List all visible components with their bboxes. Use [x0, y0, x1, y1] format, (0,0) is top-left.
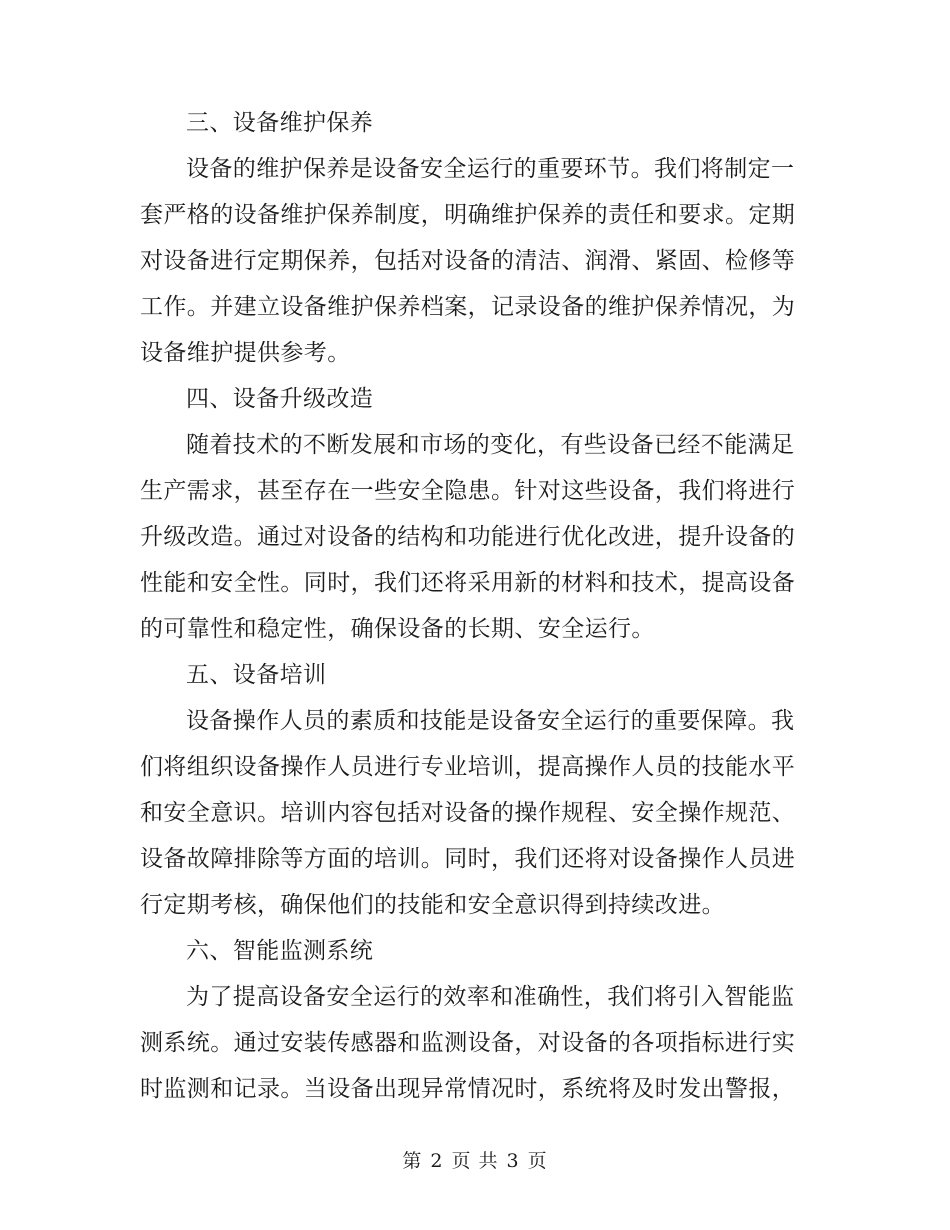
document-body — [140, 100, 810, 1112]
paragraph-line: 和安全意识。培训内容包括对设备的操作规程、安全操作规范、 — [140, 800, 796, 826]
section-heading-5: 五、设备培训 — [186, 662, 327, 688]
footer-suffix: 页 — [527, 1150, 548, 1172]
paragraph-line: 为了提高设备安全运行的效率和准确性，我们将引入智能监 — [186, 984, 795, 1010]
footer-total-pages: 3 — [506, 1150, 520, 1172]
paragraph-line: 工作。并建立设备维护保养档案，记录设备的维护保养情况，为 — [140, 294, 796, 320]
paragraph-line: 设备故障排除等方面的培训。同时，我们还将对设备操作人员进 — [140, 846, 796, 872]
paragraph-line: 设备维护提供参考。 — [140, 340, 351, 366]
footer-page-number: 2 — [430, 1150, 444, 1172]
paragraph-line: 性能和安全性。同时，我们还将采用新的材料和技术，提高设备 — [140, 570, 796, 596]
paragraph-line: 生产需求，甚至存在一些安全隐患。针对这些设备，我们将进行 — [140, 478, 796, 504]
paragraph-line: 行定期考核，确保他们的技能和安全意识得到持续改进。 — [140, 892, 725, 918]
footer-prefix: 第 — [402, 1150, 423, 1172]
paragraph-line: 升级改造。通过对设备的结构和功能进行优化改进，提升设备的 — [140, 524, 796, 550]
section-heading-3: 三、设备维护保养 — [186, 110, 374, 136]
footer-middle: 页 共 — [451, 1150, 499, 1172]
paragraph-line: 设备的维护保养是设备安全运行的重要环节。我们将制定一 — [186, 156, 795, 182]
paragraph-line: 时监测和记录。当设备出现异常情况时，系统将及时发出警报， — [140, 1076, 796, 1102]
paragraph-line: 们将组织设备操作人员进行专业培训，提高操作人员的技能水平 — [140, 754, 796, 780]
section-heading-4: 四、设备升级改造 — [186, 386, 374, 412]
paragraph-line: 测系统。通过安装传感器和监测设备，对设备的各项指标进行实 — [140, 1030, 796, 1056]
paragraph-line: 套严格的设备维护保养制度，明确维护保养的责任和要求。定期 — [140, 202, 796, 228]
paragraph-line: 随着技术的不断发展和市场的变化，有些设备已经不能满足 — [186, 432, 795, 458]
page-footer — [0, 1146, 950, 1173]
paragraph-line: 的可靠性和稳定性，确保设备的长期、安全运行。 — [140, 616, 655, 642]
paragraph-line: 对设备进行定期保养，包括对设备的清洁、润滑、紧固、检修等 — [140, 248, 796, 274]
section-heading-6: 六、智能监测系统 — [186, 938, 374, 964]
paragraph-line: 设备操作人员的素质和技能是设备安全运行的重要保障。我 — [186, 708, 795, 734]
